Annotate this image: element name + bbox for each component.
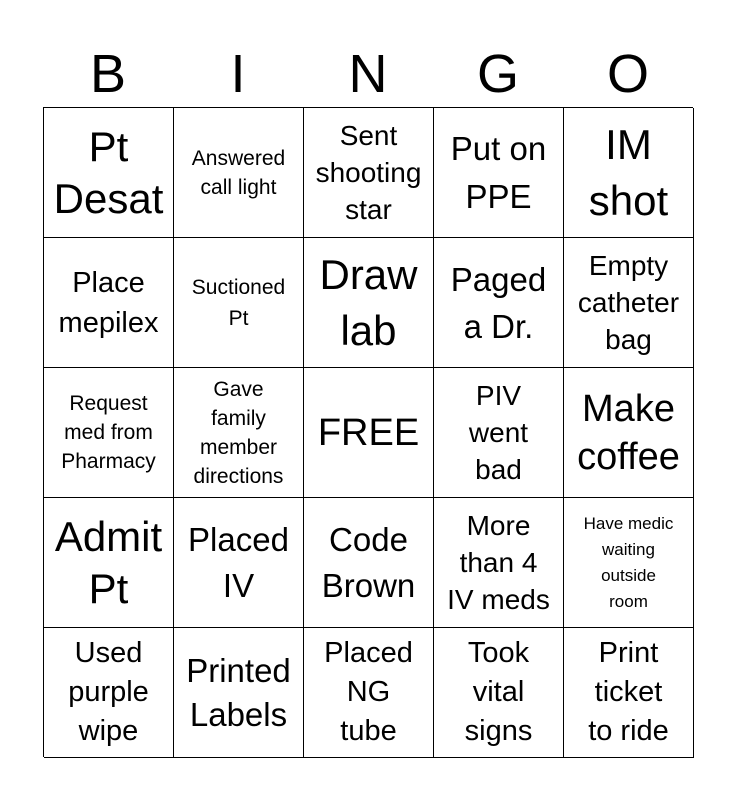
header-letter-o: O [606, 44, 649, 104]
cell-text: Place mepilex [58, 266, 159, 339]
cell-text: PIV went bad [468, 380, 529, 485]
bingo-cell-n5[interactable] [304, 628, 434, 758]
bingo-cell-n4[interactable] [304, 498, 434, 628]
cell-text: Have medic waiting outside room [583, 513, 674, 611]
cell-text: Make coffee [577, 387, 680, 478]
bingo-cell-o4[interactable] [564, 498, 694, 628]
bingo-cell-b2[interactable] [44, 238, 174, 368]
bingo-header [43, 40, 693, 108]
bingo-cell-g3[interactable] [434, 368, 564, 498]
cell-text: Gave family member directions [193, 377, 284, 488]
cell-text: More than 4 IV meds [447, 510, 550, 615]
cell-text: Sent shooting star [315, 120, 422, 225]
cell-text: Put on PPE [450, 129, 547, 215]
header-letter-i: I [230, 44, 246, 104]
cell-text: FREE [317, 411, 420, 454]
cell-text: Printed Labels [186, 651, 291, 733]
bingo-cell-b4[interactable] [44, 498, 174, 628]
cell-text: Code Brown [321, 520, 416, 604]
cell-text: Answered call light [191, 146, 286, 199]
bingo-cell-o2[interactable] [564, 238, 694, 368]
bingo-cell-i1[interactable] [174, 108, 304, 238]
bingo-cell-g5[interactable] [434, 628, 564, 758]
cell-text: IM shot [588, 120, 669, 224]
bingo-cell-n2[interactable] [304, 238, 434, 368]
cell-text: Suctioned Pt [191, 275, 286, 330]
bingo-cell-o1[interactable] [564, 108, 694, 238]
header-letter-n: N [348, 44, 388, 104]
bingo-cell-b3[interactable] [44, 368, 174, 498]
header-letter-g: G [476, 44, 519, 104]
cell-text: Empty catheter bag [577, 250, 680, 355]
bingo-cell-i3[interactable] [174, 368, 304, 498]
bingo-cell-n1[interactable] [304, 108, 434, 238]
cell-text: Print ticket to ride [588, 637, 669, 747]
cell-text: Request med from Pharmacy [61, 392, 156, 473]
bingo-board [43, 107, 693, 757]
bingo-cell-g1[interactable] [434, 108, 564, 238]
bingo-cell-g4[interactable] [434, 498, 564, 628]
bingo-cell-free[interactable] [304, 368, 434, 498]
bingo-cell-i2[interactable] [174, 238, 304, 368]
cell-text: Pt Desat [53, 122, 164, 222]
bingo-cell-i5[interactable] [174, 628, 304, 758]
bingo-cell-o5[interactable] [564, 628, 694, 758]
cell-text: Used purple wipe [68, 637, 149, 747]
cell-text: Placed IV [188, 520, 289, 604]
bingo-cell-i4[interactable] [174, 498, 304, 628]
bingo-cell-o3[interactable] [564, 368, 694, 498]
cell-text: Draw lab [319, 250, 418, 354]
cell-text: Admit Pt [54, 512, 163, 612]
cell-text: Took vital signs [464, 637, 533, 747]
header-letter-b: B [89, 44, 127, 104]
bingo-cell-b1[interactable] [44, 108, 174, 238]
cell-text: Placed NG tube [324, 637, 413, 747]
bingo-cell-g2[interactable] [434, 238, 564, 368]
bingo-cell-b5[interactable] [44, 628, 174, 758]
cell-text: Paged a Dr. [450, 260, 547, 345]
